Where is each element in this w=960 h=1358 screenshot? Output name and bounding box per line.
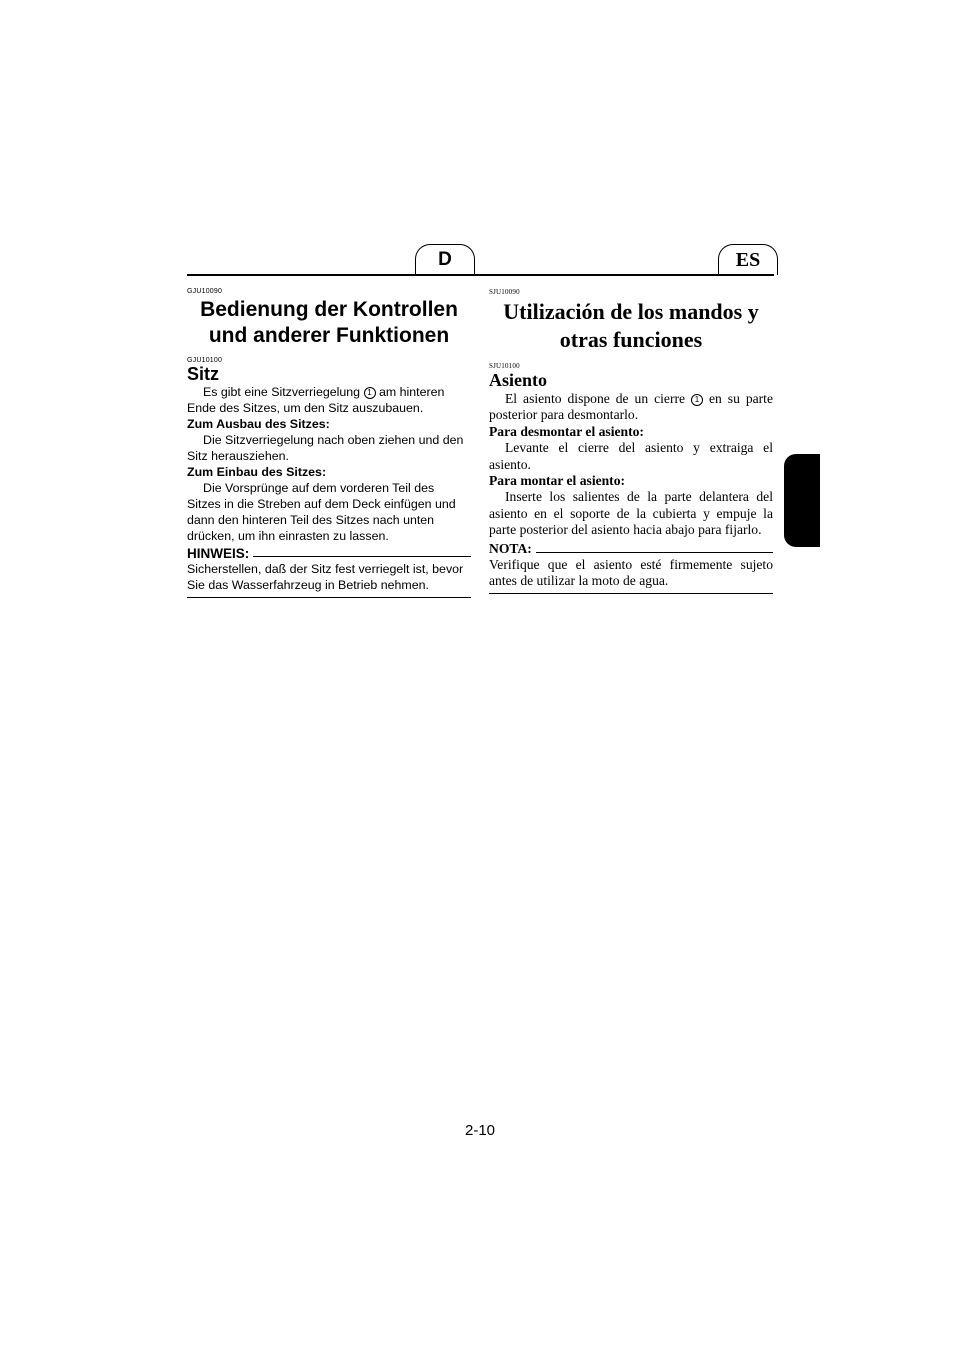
install-paragraph: Inserte los salientes de la parte delantera del asiento en el soporte de la cubierta y empuje la parte posterior del asiento hacia abajo para fijarlo. [489,489,773,538]
callout-marker: 1 [364,387,376,399]
page-number: 2-10 [464,1122,496,1139]
german-column [187,284,471,598]
note-label: HINWEIS: [187,546,250,561]
note-text: Sicherstellen, daß der Sitz fest verriegelt ist, bevor Sie das Wasserfahrzeug in Betrieb nehmen. [187,562,464,592]
section-title-line-2: otras funciones [559,327,703,352]
note-header [489,541,773,557]
header-rule [187,274,774,276]
intro-paragraph: El asiento dispone de un cierre 1 en su parte posterior para desmontarlo. [489,391,773,423]
note-end-rule [489,593,773,594]
note-text: Verifique que el asiento esté firmemente sujeto antes de utilizar la moto de agua. [489,556,773,589]
section-title [187,297,471,349]
install-paragraph: Die Vorsprünge auf dem vorderen Teil des Sitzes in die Streben auf dem Deck einfügen und dann den hinteren Teil des Sitzes nach unten drücken, um ihn einrasten zu lassen. [187,481,456,543]
callout-marker: 1 [691,394,703,406]
remove-heading: Zum Ausbau des Sitzes: [187,417,330,431]
language-tab-german: D [415,244,475,275]
section-code: GJU10090 [187,288,223,295]
install-heading: Para montar el asiento: [489,473,626,489]
section-title-line-2: und anderer Funktionen [208,324,450,347]
note-end-rule [187,597,471,598]
section-title-line-1: Utilización de los mandos y [503,299,759,324]
intro-paragraph: Es gibt eine Sitzverriegelung 1 am hinteren Ende des Sitzes, um den Sitz auszubauen. [187,385,445,415]
section-code: SJU10090 [489,288,520,296]
remove-paragraph: Die Sitzverriegelung nach oben ziehen und den Sitz herausziehen. [187,433,464,463]
language-tab-spanish: ES [718,244,778,275]
note-rule [536,552,773,553]
note-rule [253,556,471,557]
note-label: NOTA: [489,540,532,556]
remove-paragraph: Levante el cierre del asiento y extraiga el asiento. [489,440,773,472]
subsection-code: SJU10100 [489,362,520,370]
spanish-column [489,284,773,594]
subsection-title: Sitz [187,364,220,384]
section-title-line-1: Bedienung der Kontrollen [200,298,458,321]
note-header [187,546,471,561]
chapter-thumb-tab [784,454,820,547]
section-title [489,298,773,354]
remove-heading: Para desmontar el asiento: [489,423,644,439]
install-heading: Zum Einbau des Sitzes: [187,465,327,479]
subsection-title: Asiento [489,370,547,390]
subsection-code: GJU10100 [187,357,223,364]
